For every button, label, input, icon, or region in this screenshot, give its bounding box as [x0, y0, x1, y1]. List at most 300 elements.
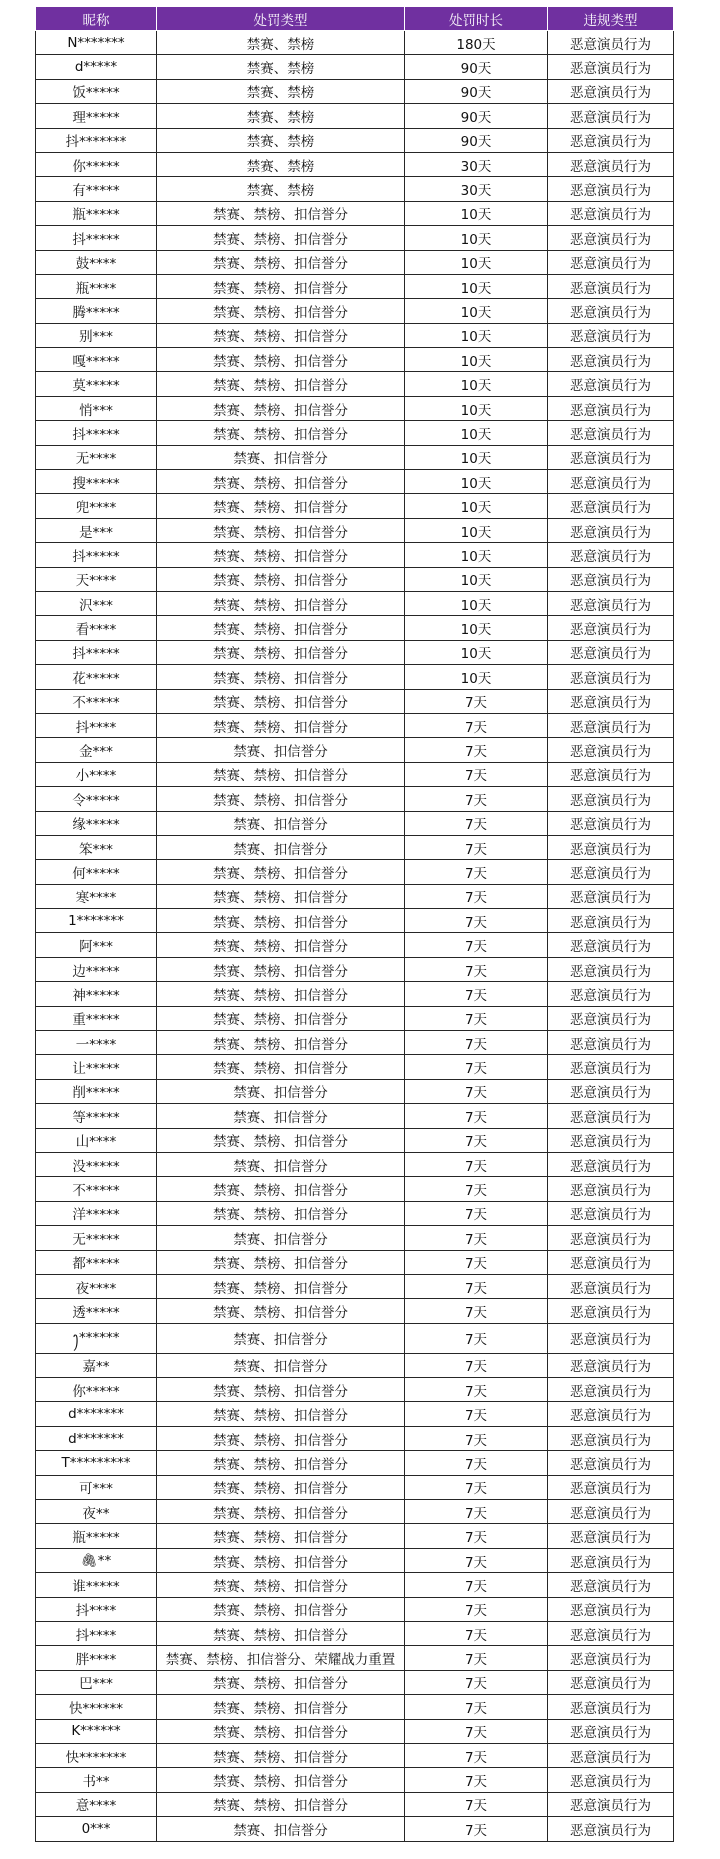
cell-violation-type: 恶意演员行为: [548, 299, 674, 323]
cell-penalty-type: 禁赛、禁榜、扣信誉分: [157, 1597, 405, 1621]
cell-nickname: 1*******: [36, 909, 157, 933]
cell-penalty-type: 禁赛、禁榜、扣信誉分: [157, 250, 405, 274]
cell-penalty-duration: 7天: [405, 1719, 548, 1743]
cell-nickname: 小****: [36, 762, 157, 786]
cell-penalty-duration: 10天: [405, 396, 548, 420]
cell-violation-type: 恶意演员行为: [548, 835, 674, 859]
cell-nickname: 嘉**: [36, 1353, 157, 1377]
table-row: [36, 1573, 674, 1597]
cell-penalty-type: 禁赛、禁榜、扣信誉分: [157, 689, 405, 713]
cell-violation-type: 恶意演员行为: [548, 1201, 674, 1225]
table-row: [36, 152, 674, 176]
cell-penalty-duration: 7天: [405, 1353, 548, 1377]
table-row: [36, 982, 674, 1006]
table-row: [36, 1792, 674, 1816]
cell-penalty-duration: 10天: [405, 274, 548, 298]
cell-violation-type: 恶意演员行为: [548, 616, 674, 640]
cell-penalty-type: 禁赛、禁榜、扣信誉分: [157, 494, 405, 518]
table-row: [36, 55, 674, 79]
cell-nickname: 一****: [36, 1031, 157, 1055]
table-row: [36, 445, 674, 469]
table-row: [36, 1500, 674, 1524]
cell-penalty-type: 禁赛、禁榜、扣信誉分: [157, 665, 405, 689]
table-row: [36, 1226, 674, 1250]
cell-nickname: d*****: [36, 55, 157, 79]
table-row: [36, 933, 674, 957]
cell-violation-type: 恶意演员行为: [548, 933, 674, 957]
cell-penalty-type: 禁赛、禁榜、扣信誉分: [157, 1177, 405, 1201]
cell-nickname: 夜**: [36, 1500, 157, 1524]
cell-penalty-duration: 7天: [405, 1006, 548, 1030]
cell-penalty-duration: 7天: [405, 1500, 548, 1524]
table-row: [36, 1743, 674, 1767]
table-row: [36, 128, 674, 152]
cell-nickname: 是***: [36, 518, 157, 542]
table-row: [36, 1128, 674, 1152]
cell-penalty-type: 禁赛、扣信誉分: [157, 1079, 405, 1103]
table-row: [36, 1006, 674, 1030]
table-row: [36, 1817, 674, 1841]
cell-penalty-type: 禁赛、禁榜、扣信誉分: [157, 1622, 405, 1646]
cell-penalty-duration: 7天: [405, 1597, 548, 1621]
table-row: [36, 421, 674, 445]
cell-penalty-duration: 7天: [405, 1426, 548, 1450]
table-row: [36, 1426, 674, 1450]
cell-nickname: 腾*****: [36, 299, 157, 323]
table-row: [36, 177, 674, 201]
cell-nickname: 抖****: [36, 1622, 157, 1646]
cell-penalty-type: 禁赛、扣信誉分: [157, 1817, 405, 1841]
cell-penalty-duration: 7天: [405, 1031, 548, 1055]
cell-penalty-type: 禁赛、禁榜、扣信誉分: [157, 1768, 405, 1792]
cell-penalty-duration: 7天: [405, 1451, 548, 1475]
table-row: [36, 274, 674, 298]
cell-penalty-duration: 7天: [405, 982, 548, 1006]
cell-violation-type: 恶意演员行为: [548, 1622, 674, 1646]
cell-violation-type: 恶意演员行为: [548, 982, 674, 1006]
cell-penalty-duration: 7天: [405, 1670, 548, 1694]
cell-penalty-type: 禁赛、禁榜、扣信誉分: [157, 470, 405, 494]
cell-violation-type: 恶意演员行为: [548, 323, 674, 347]
table-row: [36, 1079, 674, 1103]
cell-penalty-type: 禁赛、扣信誉分: [157, 1323, 405, 1353]
table-row: [36, 1031, 674, 1055]
cell-penalty-type: 禁赛、扣信誉分: [157, 738, 405, 762]
cell-penalty-duration: 90天: [405, 104, 548, 128]
cell-violation-type: 恶意演员行为: [548, 1378, 674, 1402]
cell-penalty-type: 禁赛、禁榜: [157, 104, 405, 128]
table-row: [36, 396, 674, 420]
cell-penalty-duration: 7天: [405, 1152, 548, 1176]
cell-penalty-type: 禁赛、禁榜、扣信誉分: [157, 1524, 405, 1548]
cell-nickname: 谁*****: [36, 1573, 157, 1597]
cell-nickname: 寒****: [36, 884, 157, 908]
cell-penalty-duration: 10天: [405, 226, 548, 250]
cell-violation-type: 恶意演员行为: [548, 1250, 674, 1274]
cell-penalty-duration: 10天: [405, 665, 548, 689]
cell-penalty-type: 禁赛、禁榜、扣信誉分: [157, 1055, 405, 1079]
cell-penalty-duration: 10天: [405, 445, 548, 469]
cell-penalty-duration: 7天: [405, 909, 548, 933]
cell-penalty-type: 禁赛、禁榜: [157, 55, 405, 79]
cell-nickname: ꫂ******: [36, 1323, 157, 1353]
cell-violation-type: 恶意演员行为: [548, 1299, 674, 1323]
cell-nickname: 何*****: [36, 860, 157, 884]
table-row: [36, 104, 674, 128]
cell-penalty-type: 禁赛、扣信誉分: [157, 445, 405, 469]
cell-penalty-duration: 7天: [405, 933, 548, 957]
table-row: [36, 1323, 674, 1353]
cell-penalty-type: 禁赛、禁榜、扣信誉分: [157, 860, 405, 884]
cell-penalty-type: 禁赛、禁榜、扣信誉分: [157, 1792, 405, 1816]
cell-violation-type: 恶意演员行为: [548, 31, 674, 55]
table-row: [36, 1451, 674, 1475]
cell-penalty-duration: 10天: [405, 543, 548, 567]
cell-nickname: 鼓****: [36, 250, 157, 274]
cell-nickname: 有*****: [36, 177, 157, 201]
table-row: [36, 665, 674, 689]
cell-penalty-duration: 30天: [405, 177, 548, 201]
cell-penalty-type: 禁赛、禁榜、扣信誉分: [157, 787, 405, 811]
cell-penalty-type: 禁赛、禁榜、扣信誉分: [157, 1378, 405, 1402]
cell-penalty-type: 禁赛、禁榜、扣信誉分: [157, 1743, 405, 1767]
cell-nickname: 0***: [36, 1817, 157, 1841]
cell-nickname: 不*****: [36, 689, 157, 713]
cell-penalty-duration: 7天: [405, 884, 548, 908]
table-row: [36, 1177, 674, 1201]
cell-penalty-type: 禁赛、禁榜、扣信誉分: [157, 567, 405, 591]
cell-penalty-duration: 10天: [405, 470, 548, 494]
table-row: [36, 518, 674, 542]
cell-violation-type: 恶意演员行为: [548, 1646, 674, 1670]
cell-violation-type: 恶意演员行为: [548, 1353, 674, 1377]
cell-violation-type: 恶意演员行为: [548, 567, 674, 591]
cell-nickname: 胖****: [36, 1646, 157, 1670]
cell-violation-type: 恶意演员行为: [548, 55, 674, 79]
cell-violation-type: 恶意演员行为: [548, 152, 674, 176]
cell-violation-type: 恶意演员行为: [548, 957, 674, 981]
table-body: [36, 31, 674, 1842]
cell-penalty-duration: 10天: [405, 201, 548, 225]
cell-penalty-type: 禁赛、禁榜、扣信誉分: [157, 299, 405, 323]
cell-penalty-duration: 90天: [405, 79, 548, 103]
cell-penalty-duration: 10天: [405, 567, 548, 591]
cell-violation-type: 恶意演员行为: [548, 348, 674, 372]
cell-violation-type: 恶意演员行为: [548, 396, 674, 420]
table-row: [36, 909, 674, 933]
table-row: [36, 884, 674, 908]
table-row: [36, 762, 674, 786]
cell-penalty-duration: 7天: [405, 738, 548, 762]
cell-penalty-duration: 7天: [405, 762, 548, 786]
cell-penalty-duration: 7天: [405, 1055, 548, 1079]
column-header-penalty-type: 处罚类型: [157, 7, 405, 31]
cell-violation-type: 恶意演员行为: [548, 1426, 674, 1450]
cell-violation-type: 恶意演员行为: [548, 1475, 674, 1499]
cell-penalty-duration: 7天: [405, 957, 548, 981]
cell-penalty-duration: 7天: [405, 1274, 548, 1298]
table-row: [36, 689, 674, 713]
cell-nickname: 🖇**: [36, 1548, 157, 1572]
table-row: [36, 470, 674, 494]
cell-penalty-type: 禁赛、禁榜、扣信誉分: [157, 591, 405, 615]
cell-violation-type: 恶意演员行为: [548, 1768, 674, 1792]
cell-penalty-type: 禁赛、禁榜、扣信誉分: [157, 1402, 405, 1426]
table-row: [36, 1524, 674, 1548]
cell-nickname: 山****: [36, 1128, 157, 1152]
cell-penalty-type: 禁赛、禁榜、扣信誉分: [157, 1548, 405, 1572]
cell-penalty-duration: 10天: [405, 591, 548, 615]
cell-penalty-type: 禁赛、禁榜、扣信誉分: [157, 713, 405, 737]
cell-violation-type: 恶意演员行为: [548, 811, 674, 835]
cell-penalty-duration: 30天: [405, 152, 548, 176]
cell-penalty-type: 禁赛、扣信誉分: [157, 811, 405, 835]
header-row: [36, 7, 674, 31]
cell-nickname: d*******: [36, 1402, 157, 1426]
cell-penalty-duration: 7天: [405, 1128, 548, 1152]
cell-violation-type: 恶意演员行为: [548, 762, 674, 786]
cell-penalty-type: 禁赛、扣信誉分: [157, 835, 405, 859]
cell-violation-type: 恶意演员行为: [548, 1817, 674, 1841]
cell-violation-type: 恶意演员行为: [548, 226, 674, 250]
cell-violation-type: 恶意演员行为: [548, 470, 674, 494]
cell-violation-type: 恶意演员行为: [548, 1104, 674, 1128]
cell-penalty-duration: 7天: [405, 1475, 548, 1499]
cell-penalty-type: 禁赛、禁榜、扣信誉分: [157, 1426, 405, 1450]
cell-nickname: 抖*****: [36, 421, 157, 445]
cell-nickname: 削*****: [36, 1079, 157, 1103]
cell-nickname: 理*****: [36, 104, 157, 128]
cell-penalty-duration: 7天: [405, 835, 548, 859]
cell-violation-type: 恶意演员行为: [548, 128, 674, 152]
table-row: [36, 1274, 674, 1298]
cell-penalty-type: 禁赛、禁榜、扣信誉分: [157, 1451, 405, 1475]
cell-penalty-duration: 7天: [405, 1695, 548, 1719]
cell-nickname: 无****: [36, 445, 157, 469]
cell-violation-type: 恶意演员行为: [548, 1597, 674, 1621]
cell-violation-type: 恶意演员行为: [548, 1670, 674, 1694]
cell-violation-type: 恶意演员行为: [548, 494, 674, 518]
cell-violation-type: 恶意演员行为: [548, 884, 674, 908]
cell-nickname: 阿***: [36, 933, 157, 957]
cell-penalty-type: 禁赛、禁榜、扣信誉分: [157, 201, 405, 225]
table-row: [36, 323, 674, 347]
cell-nickname: 抖*****: [36, 640, 157, 664]
cell-violation-type: 恶意演员行为: [548, 787, 674, 811]
cell-penalty-duration: 7天: [405, 811, 548, 835]
cell-nickname: 抖*****: [36, 543, 157, 567]
cell-penalty-type: 禁赛、禁榜、扣信誉分: [157, 1670, 405, 1694]
cell-penalty-type: 禁赛、禁榜、扣信誉分: [157, 616, 405, 640]
cell-penalty-duration: 7天: [405, 1299, 548, 1323]
cell-violation-type: 恶意演员行为: [548, 1743, 674, 1767]
cell-violation-type: 恶意演员行为: [548, 1152, 674, 1176]
cell-violation-type: 恶意演员行为: [548, 1548, 674, 1572]
cell-violation-type: 恶意演员行为: [548, 250, 674, 274]
cell-nickname: 透*****: [36, 1299, 157, 1323]
cell-nickname: 书**: [36, 1768, 157, 1792]
cell-nickname: 洋*****: [36, 1201, 157, 1225]
cell-nickname: 抖****: [36, 1597, 157, 1621]
cell-penalty-type: 禁赛、扣信誉分: [157, 1152, 405, 1176]
cell-violation-type: 恶意演员行为: [548, 665, 674, 689]
cell-penalty-type: 禁赛、禁榜、扣信誉分: [157, 421, 405, 445]
table-row: [36, 1104, 674, 1128]
cell-penalty-duration: 90天: [405, 55, 548, 79]
cell-penalty-type: 禁赛、禁榜、扣信誉分: [157, 1719, 405, 1743]
cell-nickname: 搜*****: [36, 470, 157, 494]
cell-violation-type: 恶意演员行为: [548, 445, 674, 469]
cell-violation-type: 恶意演员行为: [548, 1274, 674, 1298]
cell-penalty-type: 禁赛、禁榜、扣信誉分: [157, 884, 405, 908]
table-row: [36, 738, 674, 762]
table-row: [36, 1353, 674, 1377]
cell-penalty-duration: 7天: [405, 1378, 548, 1402]
cell-penalty-type: 禁赛、禁榜、扣信誉分: [157, 1250, 405, 1274]
cell-penalty-duration: 7天: [405, 1201, 548, 1225]
cell-penalty-duration: 10天: [405, 421, 548, 445]
cell-penalty-type: 禁赛、禁榜、扣信誉分: [157, 1201, 405, 1225]
cell-nickname: 缘*****: [36, 811, 157, 835]
table-row: [36, 713, 674, 737]
cell-penalty-type: 禁赛、禁榜、扣信誉分: [157, 348, 405, 372]
cell-penalty-duration: 7天: [405, 1817, 548, 1841]
cell-penalty-type: 禁赛、禁榜、扣信誉分: [157, 762, 405, 786]
penalty-table: [35, 6, 674, 1842]
cell-penalty-duration: 7天: [405, 1622, 548, 1646]
table-row: [36, 1475, 674, 1499]
cell-penalty-type: 禁赛、禁榜: [157, 128, 405, 152]
cell-nickname: 抖*******: [36, 128, 157, 152]
cell-penalty-duration: 10天: [405, 518, 548, 542]
cell-nickname: 天****: [36, 567, 157, 591]
table-row: [36, 299, 674, 323]
table-row: [36, 616, 674, 640]
cell-nickname: 意****: [36, 1792, 157, 1816]
table-row: [36, 957, 674, 981]
cell-violation-type: 恶意演员行为: [548, 713, 674, 737]
cell-violation-type: 恶意演员行为: [548, 1719, 674, 1743]
cell-nickname: 让*****: [36, 1055, 157, 1079]
cell-nickname: N*******: [36, 31, 157, 55]
cell-penalty-type: 禁赛、禁榜、扣信誉分: [157, 1006, 405, 1030]
cell-penalty-type: 禁赛、禁榜、扣信誉分: [157, 1299, 405, 1323]
cell-penalty-duration: 7天: [405, 1548, 548, 1572]
cell-nickname: 重*****: [36, 1006, 157, 1030]
cell-penalty-type: 禁赛、扣信誉分: [157, 1104, 405, 1128]
cell-penalty-type: 禁赛、禁榜、扣信誉分: [157, 396, 405, 420]
cell-penalty-duration: 10天: [405, 250, 548, 274]
cell-violation-type: 恶意演员行为: [548, 1006, 674, 1030]
table-row: [36, 1548, 674, 1572]
table-row: [36, 1250, 674, 1274]
table-row: [36, 1646, 674, 1670]
table-row: [36, 860, 674, 884]
cell-violation-type: 恶意演员行为: [548, 1792, 674, 1816]
cell-violation-type: 恶意演员行为: [548, 201, 674, 225]
cell-penalty-duration: 7天: [405, 713, 548, 737]
table-row: [36, 1055, 674, 1079]
table-row: [36, 640, 674, 664]
table-row: [36, 591, 674, 615]
cell-violation-type: 恶意演员行为: [548, 1055, 674, 1079]
table-row: [36, 250, 674, 274]
cell-nickname: 瓶*****: [36, 201, 157, 225]
cell-penalty-type: 禁赛、禁榜: [157, 152, 405, 176]
cell-violation-type: 恶意演员行为: [548, 104, 674, 128]
cell-nickname: 你*****: [36, 1378, 157, 1402]
cell-penalty-duration: 10天: [405, 323, 548, 347]
cell-violation-type: 恶意演员行为: [548, 421, 674, 445]
cell-penalty-type: 禁赛、禁榜、扣信誉分: [157, 957, 405, 981]
table-row: [36, 1201, 674, 1225]
cell-penalty-type: 禁赛、禁榜: [157, 31, 405, 55]
cell-penalty-duration: 7天: [405, 1573, 548, 1597]
cell-penalty-type: 禁赛、禁榜、扣信誉分: [157, 274, 405, 298]
table-row: [36, 811, 674, 835]
table-row: [36, 226, 674, 250]
cell-nickname: d*******: [36, 1426, 157, 1450]
cell-penalty-type: 禁赛、扣信誉分: [157, 1226, 405, 1250]
cell-penalty-duration: 7天: [405, 1646, 548, 1670]
cell-violation-type: 恶意演员行为: [548, 1573, 674, 1597]
cell-nickname: 金***: [36, 738, 157, 762]
cell-violation-type: 恶意演员行为: [548, 1451, 674, 1475]
cell-violation-type: 恶意演员行为: [548, 1031, 674, 1055]
cell-penalty-type: 禁赛、禁榜、扣信誉分、荣耀战力重置: [157, 1646, 405, 1670]
cell-penalty-duration: 7天: [405, 860, 548, 884]
cell-penalty-type: 禁赛、禁榜、扣信誉分: [157, 1475, 405, 1499]
cell-penalty-duration: 7天: [405, 1104, 548, 1128]
cell-nickname: 不*****: [36, 1177, 157, 1201]
table-row: [36, 787, 674, 811]
table-row: [36, 348, 674, 372]
cell-penalty-type: 禁赛、禁榜: [157, 79, 405, 103]
cell-violation-type: 恶意演员行为: [548, 177, 674, 201]
cell-nickname: 夜****: [36, 1274, 157, 1298]
cell-nickname: 瓶*****: [36, 1524, 157, 1548]
table-row: [36, 567, 674, 591]
cell-nickname: 都*****: [36, 1250, 157, 1274]
cell-penalty-duration: 10天: [405, 640, 548, 664]
cell-penalty-duration: 10天: [405, 616, 548, 640]
table-row: [36, 79, 674, 103]
cell-penalty-type: 禁赛、禁榜、扣信誉分: [157, 1500, 405, 1524]
cell-penalty-type: 禁赛、禁榜: [157, 177, 405, 201]
column-header-violation-type: 违规类型: [548, 7, 674, 31]
cell-nickname: 别***: [36, 323, 157, 347]
table-row: [36, 1768, 674, 1792]
cell-penalty-duration: 180天: [405, 31, 548, 55]
cell-penalty-duration: 7天: [405, 1743, 548, 1767]
cell-penalty-duration: 7天: [405, 1250, 548, 1274]
cell-violation-type: 恶意演员行为: [548, 1500, 674, 1524]
cell-nickname: 没*****: [36, 1152, 157, 1176]
table-row: [36, 1719, 674, 1743]
cell-penalty-type: 禁赛、禁榜、扣信誉分: [157, 1031, 405, 1055]
cell-nickname: 令*****: [36, 787, 157, 811]
cell-nickname: 看****: [36, 616, 157, 640]
cell-penalty-duration: 7天: [405, 689, 548, 713]
table-row: [36, 1670, 674, 1694]
cell-violation-type: 恶意演员行为: [548, 1128, 674, 1152]
table-row: [36, 1378, 674, 1402]
cell-nickname: 巴***: [36, 1670, 157, 1694]
table-row: [36, 543, 674, 567]
cell-penalty-duration: 7天: [405, 1792, 548, 1816]
cell-violation-type: 恶意演员行为: [548, 1226, 674, 1250]
cell-penalty-duration: 10天: [405, 299, 548, 323]
